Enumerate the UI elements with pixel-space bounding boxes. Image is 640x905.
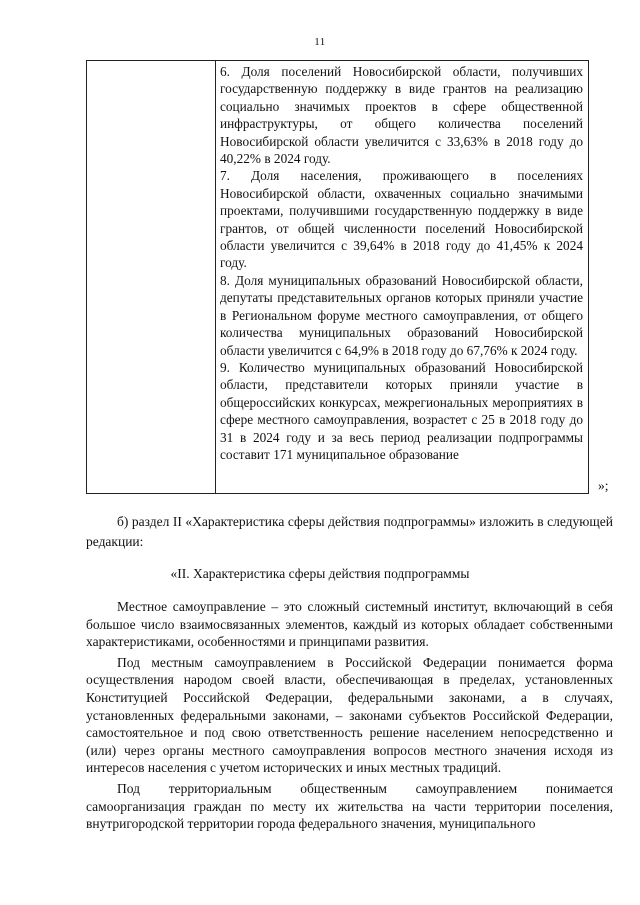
indicator-7: 7. Доля населения, проживающего в поселениях Новосибирской области, охваченных социально значимыми проектами, получившими государственную поддержку в виде грантов, от общей численности поселений Новосибирской области увеличится с 39,64% в 2018 году до 41,45% к 2024 году.: [220, 168, 583, 271]
quote-close: »;: [598, 478, 609, 493]
body-paragraph: Под местным самоуправлением в Российской Федерации понимается форма осуществления народом своей власти, обеспечивающая в пределах, установленных Конституцией Российской Федерации, федеральными законами, а в случаях, установленных федеральными законами, – законами субъектов Российской Федерации, самостоятельное и под свою ответственность решение населением непосредственно и (или) через органы местного самоуправления вопросов местного значения исходя из интересов населения с учетом исторических и иных местных традиций.: [86, 654, 613, 776]
table-right-cell: [220, 63, 583, 463]
body-paragraph: Местное самоуправление – это сложный системный институт, включающий в себя большое число взаимосвязанных элементов, каждый из которых обладает собственными характеристиками, особенностями и принципами развития.: [86, 599, 613, 650]
indicator-9: 9. Количество муниципальных образований Новосибирской области, представители которых приняли участие в общероссийских конкурсах, межрегиональных мероприятиях в сфере местного самоуправления, возрастет с 25 в 2018 году до 31 в 2024 году и за весь период реализации подпрограммы составит 171 муниципальное образование: [220, 359, 583, 462]
section-heading: «II. Характеристика сферы действия подпрограммы: [170, 566, 470, 581]
table-left-cell: [87, 61, 216, 493]
page-number: 11: [314, 36, 326, 48]
section-body: [86, 598, 613, 836]
amendment-instruction: б) раздел II «Характеристика сферы действия подпрограммы» изложить в следующей редакции:: [86, 514, 613, 549]
indicator-6: 6. Доля поселений Новосибирской области, получивших государственную поддержку в виде грантов на реализацию социально значимых проектов в сфере общественной инфраструктуры, от общего количества поселений Новосибирской области увеличится с 33,63% в 2018 году до 40,22% в 2024 году.: [220, 64, 583, 167]
body-paragraph: Под территориальным общественным самоуправлением понимается самоорганизация граждан по месту их жительства на части территории поселения, внутригородской территории города федерального значения, муниципального: [86, 780, 613, 832]
indicator-8: 8. Доля муниципальных образований Новосибирской области, депутаты представительных органов которых приняли участие в Региональном форуме местного самоуправления, от общего количества муниципальных образований Новосибирской области увеличится с 64,9% в 2018 году до 67,76% к 2024 году.: [220, 272, 583, 358]
indicators-table: [86, 60, 589, 494]
